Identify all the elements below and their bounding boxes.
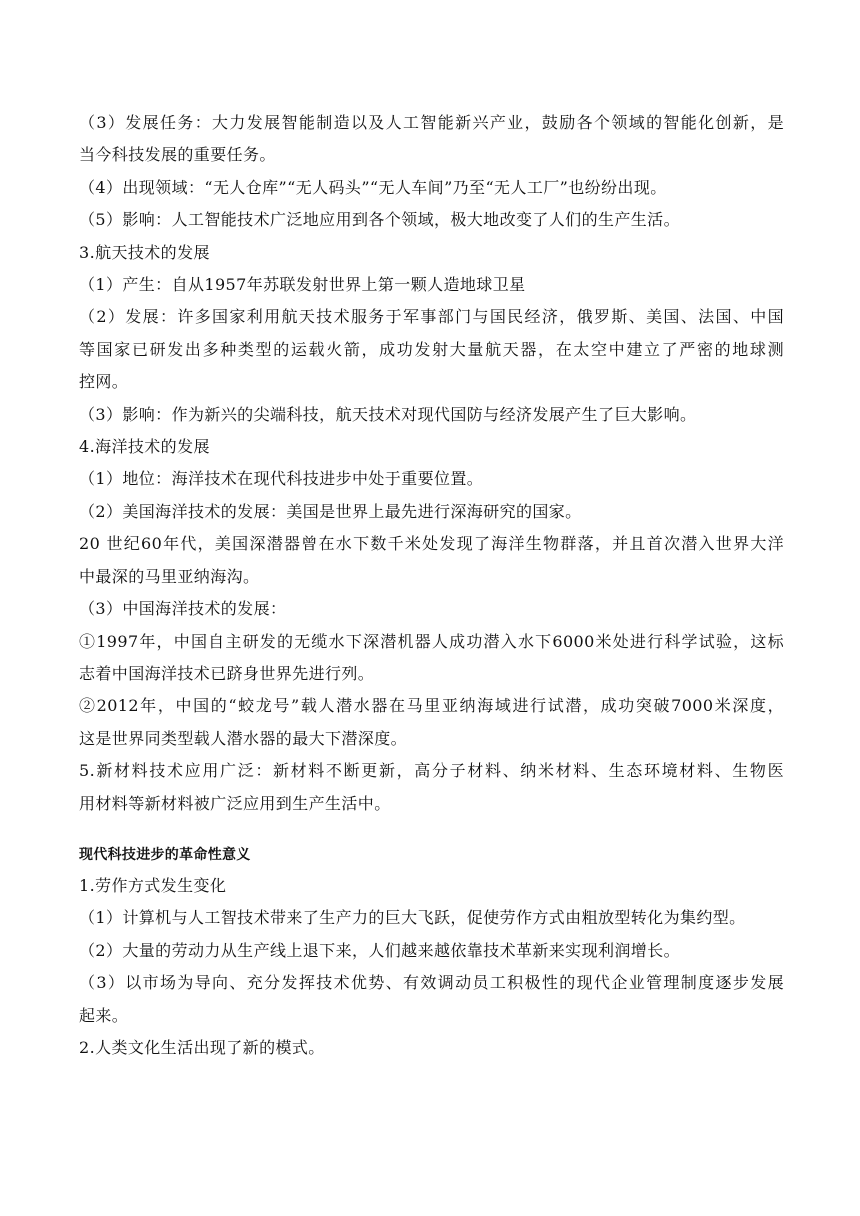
subsection-title: 1.劳作方式发生变化 (79, 875, 227, 895)
paragraph-line: 5.新材料技术应用广泛：新材料不断更新，高分子材料、纳米材料、生态环境材料、生物医 (79, 761, 784, 781)
paragraph-line: ①1997年，中国自主研发的无缆水下深潜机器人成功潜入水下6000米处进行科学试验，这标 (79, 631, 784, 651)
paragraph-line: （2）发展：许多国家利用航天技术服务于军事部门与国民经济，俄罗斯、美国、法国、中国 (79, 307, 784, 327)
paragraph-line: （5）影响：人工智能技术广泛地应用到各个领域，极大地改变了人们的生产生活。 (79, 210, 680, 230)
paragraph-line: （3）以市场为导向、充分发挥技术优势、有效调动员工积极性的现代企业管理制度逐步发展 (79, 973, 784, 993)
subsection-title: 4.海洋技术的发展 (79, 437, 210, 457)
paragraph-line: （1）计算机与人工智技术带来了生产力的巨大飞跃，促使劳作方式由粗放型转化为集约型。 (79, 908, 746, 928)
paragraph-line: ②2012年，中国的“蛟龙号”载人潜水器在马里亚纳海域进行试潜，成功突破7000米深度， (79, 696, 784, 716)
paragraph-line: 这是世界同类型载人潜水器的最大下潜深度。 (79, 728, 408, 748)
document-content (79, 107, 784, 1064)
paragraph-line: （3）影响：作为新兴的尖端科技，航天技术对现代国防与经济发展产生了巨大影响。 (79, 404, 697, 424)
paragraph-line: （2）美国海洋技术的发展：美国是世界上最先进行深海研究的国家。 (79, 501, 582, 521)
paragraph-line: 等国家已研发出多种类型的运载火箭，成功发射大量航天器，在太空中建立了严密的地球测 (79, 339, 784, 359)
subsection-title: 2.人类文化生活出现了新的模式。 (79, 1037, 325, 1057)
paragraph-line: 当今科技发展的重要任务。 (79, 145, 276, 165)
section-spacer (79, 820, 784, 842)
paragraph-line: （4）出现领域：“无人仓库”“无人码头”“无人车间”乃至“无人工厂”也纷纷出现。 (79, 177, 667, 197)
section-heading: 现代科技进步的革命性意义 (79, 846, 251, 863)
section-revolutionary-significance (79, 842, 784, 1064)
paragraph-line: 志着中国海洋技术已跻身世界先进行列。 (79, 663, 375, 683)
paragraph-line: 控网。 (79, 372, 129, 392)
section-technology-development (79, 107, 784, 820)
subsection-title: 3.航天技术的发展 (79, 242, 210, 262)
paragraph-line: （1）产生：自从1957年苏联发射世界上第一颗人造地球卫星 (79, 275, 526, 295)
paragraph-line: 用材料等新材料被广泛应用到生产生活中。 (79, 793, 391, 813)
paragraph-line: 起来。 (79, 1005, 129, 1025)
paragraph-line: 中最深的马里亚纳海沟。 (79, 566, 260, 586)
paragraph-line: （3）中国海洋技术的发展： (79, 599, 287, 619)
paragraph-line: （3）发展任务：大力发展智能制造以及人工智能新兴产业，鼓励各个领域的智能化创新，是 (79, 113, 784, 132)
paragraph-line: （2）大量的劳动力从生产线上退下来，人们越来越依靠技术革新来实现利润增长。 (79, 940, 680, 960)
paragraph-line: （1）地位：海洋技术在现代科技进步中处于重要位置。 (79, 469, 484, 489)
paragraph-line: 20 世纪60年代，美国深潜器曾在水下数千米处发现了海洋生物群落，并且首次潜入世界大洋 (79, 534, 784, 554)
